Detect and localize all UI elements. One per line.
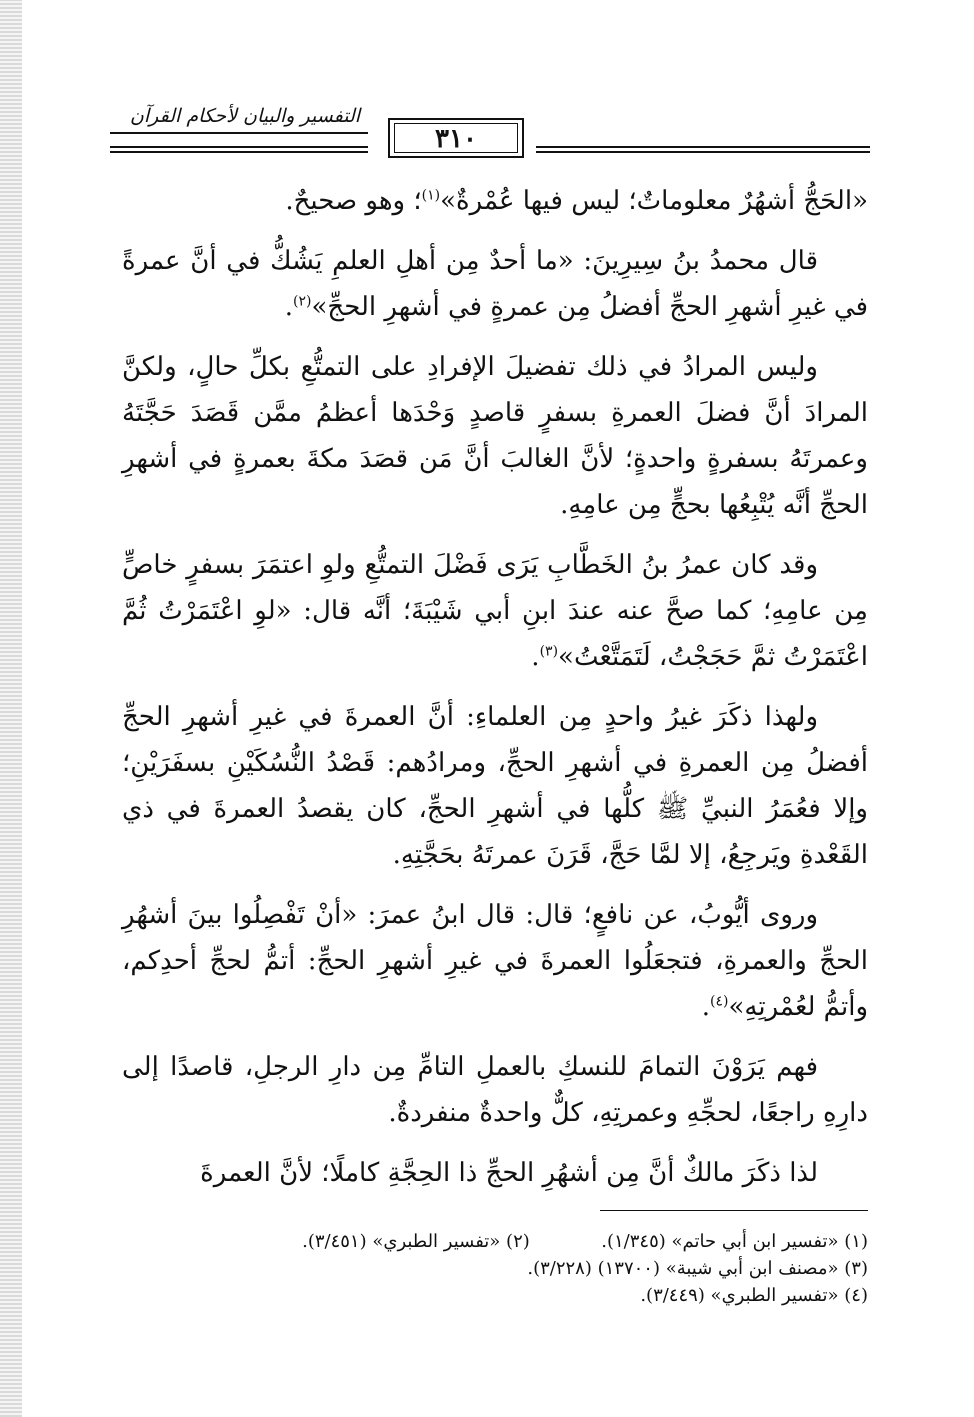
footnote-ref: (٣) — [539, 643, 559, 660]
header-rule — [110, 151, 368, 153]
paragraph-text: «الحَجُّ أشهُرٌ معلوماتٌ؛ ليس فيها عُمْرةٌ» — [440, 186, 868, 216]
paragraph — [122, 1044, 868, 1136]
paragraph — [122, 892, 868, 1030]
paragraph-tail: . — [531, 642, 540, 672]
paragraph-text: وروى أيُّوبُ، عن نافعٍ؛ قال: قال ابنُ عمرَ: «أنْ تَفْصِلُوا بينَ أشهُرِ الحجِّ والعمرةِ، فتجعَلُوا العمرةَ في غيرِ أشهرِ الحجِّ: أتمُّ لحجِّ أحدِكم، وأتمُّ لعُمْرتِهِ» — [122, 900, 868, 1022]
running-title: التفسير والبيان لأحكام القرآن — [129, 105, 361, 127]
footnote-line — [150, 1255, 868, 1282]
paragraph-text: ولهذا ذكَرَ غيرُ واحدٍ مِن العلماءِ: أنَّ العمرةَ في غيرِ أشهرِ الحجِّ أفضلُ مِن العمرةِ في أشهرِ الحجِّ، ومرادُهم: قَصْدُ النُّسُكَيْنِ بسفَرَيْنِ؛ وإلا فعُمَرُ النبيِّ ﷺ كلُّها في أشهرِ الحجِّ، كان يقصدُ العمرةَ في ذي القَعْدةِ ويَرجِعُ، إلا لمَّا حَجَّ، قَرَنَ عمرتَهُ بحَجَّتِهِ. — [122, 702, 868, 870]
paragraph — [122, 344, 868, 528]
paragraph-text: لذا ذكَرَ مالكٌ أنَّ مِن أشهُرِ الحجِّ ذا الحِجَّةِ كاملًا؛ لأنَّ العمرةَ — [200, 1158, 818, 1188]
paragraph — [122, 694, 868, 878]
paragraph-text: فهم يَرَوْنَ التمامَ للنسكِ بالعملِ التامِّ مِن دارِ الرجلِ، قاصدًا إلى دارِهِ راجعًا، لحجِّهِ وعمرتِهِ، كلٌّ واحدةٌ منفردةٌ. — [122, 1052, 868, 1128]
paragraph-tail: ؛ وهو صحيحٌ. — [285, 186, 422, 216]
header-rule — [110, 146, 368, 148]
footnote-ref: (٢) — [293, 293, 312, 310]
footnote-line — [150, 1282, 868, 1309]
footnotes — [150, 1228, 868, 1309]
main-text — [122, 178, 868, 1210]
footnote-separator — [600, 1210, 868, 1211]
footnote: (٣) «مصنف ابن أبي شيبة» (١٣٧٠٠) (٣/٢٢٨). — [527, 1258, 868, 1279]
paragraph — [122, 238, 868, 330]
paragraph-text: وليس المرادُ في ذلك تفضيلَ الإفرادِ على التمتُّعِ بكلِّ حالٍ، ولكنَّ المرادَ أنَّ فضلَ العمرةِ بسفرٍ قاصدٍ وَحْدَها أعظمُ ممَّن قَصَدَ حَجَّتَهُ وعمرتَهُ بسفرةٍ واحدةٍ؛ لأنَّ الغالبَ أنَّ مَن قصَدَ مكةَ بعمرةٍ في أشهرِ الحجِّ أنَّه يُتْبِعُها بحجٍّ مِن عامِهِ. — [122, 352, 868, 520]
header-rule — [536, 146, 870, 148]
footnote: (٢) «تفسير الطبري» (٣/٤٥١). — [302, 1231, 530, 1252]
paragraph-tail: . — [284, 292, 294, 322]
footnote-ref: (٤) — [710, 993, 729, 1010]
footnote: (٤) «تفسير الطبري» (٣/٤٤٩). — [640, 1285, 868, 1306]
footnote-line — [150, 1228, 868, 1255]
paragraph-text: قال محمدُ بنُ سِيرِينَ: «ما أحدٌ مِن أهلِ العلمِ يَشُكُّ في أنَّ عمرةً في غيرِ أشهرِ الحجِّ أفضلُ مِن عمرةٍ في أشهرِ الحجِّ» — [122, 246, 868, 322]
paragraph — [122, 178, 868, 224]
header-rule — [110, 132, 368, 134]
scan-edge — [0, 0, 22, 1417]
footnote-ref: (١) — [421, 187, 441, 204]
page-header — [110, 96, 870, 166]
header-rule — [536, 151, 870, 153]
page-number-box — [388, 118, 524, 158]
paragraph — [122, 542, 868, 680]
paragraph-text: وقد كان عمرُ بنُ الخَطَّابِ يَرَى فَضْلَ التمتُّعِ ولوِ اعتمَرَ بسفرٍ خاصٍّ مِن عامِهِ؛ كما صحَّ عنه عندَ ابنِ أبي شَيْبَةَ؛ أنَّه قال: «لوِ اعْتَمَرْتُ ثُمَّ اعْتَمَرْتُ ثمَّ حَجَجْتُ، لَتَمَتَّعْتُ» — [122, 550, 868, 672]
page-number: ٣١٠ — [394, 123, 518, 153]
footnote: (١) «تفسير ابن أبي حاتم» (١/٣٤٥). — [601, 1231, 868, 1252]
paragraph-tail: . — [701, 992, 711, 1022]
paragraph — [122, 1150, 868, 1196]
